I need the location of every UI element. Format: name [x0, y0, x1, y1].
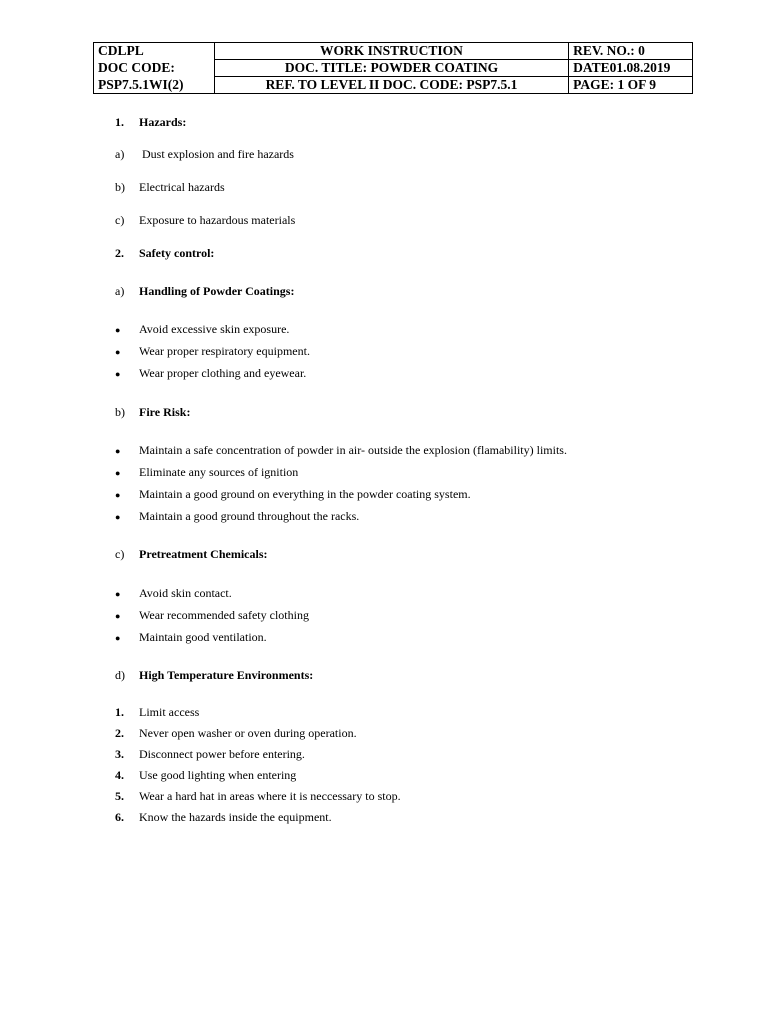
doc-title-cell: DOC. TITLE: POWDER COATING	[214, 60, 568, 77]
bullet-item: ● Maintain a good ground on everything in the powder coating system.	[115, 487, 471, 501]
bullet-item: ● Avoid skin contact.	[115, 586, 232, 600]
bullet-icon: ●	[115, 490, 121, 500]
numbered-item: 5. Wear a hard hat in areas where it is neccessary to stop.	[115, 789, 401, 803]
list-item: c) Exposure to hazardous materials	[115, 213, 296, 227]
numbered-item: 4. Use good lighting when entering	[115, 768, 297, 782]
company-cell: CDLPL	[94, 43, 215, 60]
bullet-item: ● Wear proper clothing and eyewear.	[115, 366, 307, 380]
numbered-item: 1. Limit access	[115, 705, 200, 719]
doc-code-label-cell: DOC CODE:	[94, 60, 215, 77]
bullet-icon: ●	[115, 446, 121, 456]
bullet-icon: ●	[115, 589, 121, 599]
ref-code-cell: REF. TO LEVEL II DOC. CODE: PSP7.5.1	[214, 77, 568, 94]
bullet-icon: ●	[115, 633, 121, 643]
page-number-cell: PAGE: 1 OF 9	[569, 77, 693, 94]
bullet-item: ● Avoid excessive skin exposure.	[115, 322, 290, 336]
subsection-heading: d) High Temperature Environments:	[115, 668, 314, 682]
list-item: a) Dust explosion and fire hazards	[115, 147, 294, 161]
date-cell: DATE01.08.2019	[569, 60, 693, 77]
bullet-item: ● Maintain good ventilation.	[115, 630, 267, 644]
bullet-icon: ●	[115, 325, 121, 335]
bullet-item: ● Wear recommended safety clothing	[115, 608, 309, 622]
header-row	[94, 77, 693, 94]
list-item: b) Electrical hazards	[115, 180, 225, 194]
subsection-heading: c) Pretreatment Chemicals:	[115, 547, 268, 561]
subsection-heading: b) Fire Risk:	[115, 405, 191, 419]
numbered-item: 3. Disconnect power before entering.	[115, 747, 305, 761]
section-heading-hazards: 1. Hazards:	[115, 115, 187, 129]
subsection-heading: a) Handling of Powder Coatings:	[115, 284, 295, 298]
bullet-icon: ●	[115, 468, 121, 478]
document-header-table	[93, 42, 693, 94]
doc-code-cell: PSP7.5.1WI(2)	[94, 77, 215, 94]
bullet-item: ● Maintain a safe concentration of powder in air- outside the explosion (flamability) limits.	[115, 443, 567, 457]
bullet-icon: ●	[115, 611, 121, 621]
numbered-item: 6. Know the hazards inside the equipment.	[115, 810, 332, 824]
bullet-item: ● Eliminate any sources of ignition	[115, 465, 299, 479]
bullet-icon: ●	[115, 512, 121, 522]
numbered-item: 2. Never open washer or oven during operation.	[115, 726, 357, 740]
bullet-item: ● Maintain a good ground throughout the racks.	[115, 509, 360, 523]
revision-cell: REV. NO.: 0	[569, 43, 693, 60]
section-heading-safety-control: 2. Safety control:	[115, 246, 215, 260]
bullet-item: ● Wear proper respiratory equipment.	[115, 344, 310, 358]
header-row	[94, 43, 693, 60]
doc-type-cell: WORK INSTRUCTION	[214, 43, 568, 60]
bullet-icon: ●	[115, 347, 121, 357]
bullet-icon: ●	[115, 369, 121, 379]
header-row	[94, 60, 693, 77]
